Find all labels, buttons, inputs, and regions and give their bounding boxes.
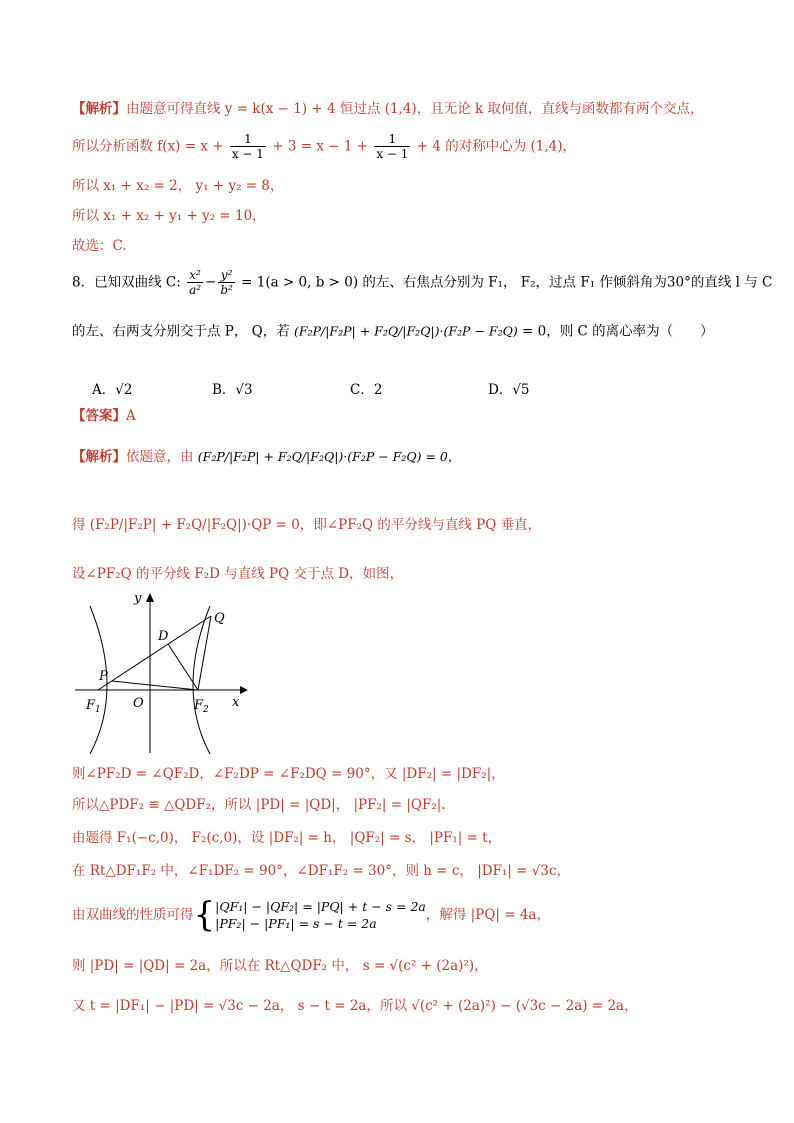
analysis1-line2 xyxy=(72,132,576,162)
fraction-1: $\frac{1}{x - 1}$ xyxy=(231,132,264,161)
q8-text1a: 8．已知双曲线 C: xyxy=(72,274,181,291)
hyperbola-figure xyxy=(70,588,250,756)
hyperbola-right-branch xyxy=(193,606,210,754)
analysis1-text2c: + 4 的对称中心为 (1,4)， xyxy=(416,138,576,155)
analysis2-text2b: (F₂P/|F₂P| + F₂Q/|F₂Q|)·QP = 0，即∠PF₂Q 的平分线与直线 PQ 垂直， xyxy=(89,517,542,533)
equation-system: |QF₁| − |QF₂| = |PQ| + t − s = 2a |PF₂| − |PF₁| = s − t = 2a xyxy=(215,899,426,931)
x-axis-arrow xyxy=(240,686,248,694)
analysis2-line6: 由题得 F₁(−c,0)， F₂(c,0)，设 |DF₂| = h， |QF₂| = s， |PF₁| = t， xyxy=(72,830,502,846)
q8-text2b: = 0，则 C 的离心率为（ ） xyxy=(522,323,714,340)
analysis-tag: 【解析】 xyxy=(72,101,126,117)
analysis2-line2 xyxy=(72,516,541,544)
analysis2-line4: 则∠PF₂D = ∠QF₂D，∠F₂DP = ∠F₂DQ = 90°，又 |DF₂| = |DF₂|， xyxy=(72,766,505,782)
analysis2-tag: 【解析】 xyxy=(72,449,126,465)
analysis2-line3: 设∠PF₂Q 的平分线 F₂D 与直线 PQ 交于点 D，如图， xyxy=(72,566,404,582)
y-axis-arrow xyxy=(146,593,154,602)
analysis2-text2a: 得 xyxy=(72,517,86,533)
line-q-f2 xyxy=(198,616,211,690)
label-o: O xyxy=(133,696,144,711)
choice-a: A．√2 xyxy=(92,382,133,398)
analysis2-line7: 在 Rt△DF₁F₂ 中，∠F₁DF₂ = 90°，∠DF₁F₂ = 30°，则 h = c， |DF₁| = √3c， xyxy=(72,863,571,879)
answer-value: A xyxy=(126,408,136,424)
label-f1: $F_1$ xyxy=(86,698,101,715)
analysis1-line4: 所以 x₁ + x₂ + y₁ + y₂ = 10， xyxy=(72,208,266,224)
analysis1-text2a: 所以分析函数 f(x) = x + xyxy=(72,138,224,155)
analysis1-text1: 由题意可得直线 y = k(x − 1) + 4 恒过点 (1,4)，且无论 k 取何值，直线与函数都有两个交点， xyxy=(126,101,704,117)
label-f2: $F_2$ xyxy=(194,698,209,715)
analysis2-line8 xyxy=(72,895,550,936)
analysis2-expr1: (F₂P/|F₂P| + F₂Q/|F₂Q|)·(F₂P − F₂Q) = 0， xyxy=(197,449,461,464)
answer-tag: 【答案】 xyxy=(72,408,126,424)
label-p: P xyxy=(99,669,108,684)
fraction-2: $\frac{1}{x - 1}$ xyxy=(376,132,409,161)
choice-d: D．√5 xyxy=(488,382,530,398)
q8-vector-expression: (F₂P/|F₂P| + F₂Q/|F₂Q|)·(F₂P − F₂Q) xyxy=(294,323,518,339)
analysis1-line3: 所以 x₁ + x₂ = 2， y₁ + y₂ = 8， xyxy=(72,178,284,194)
line-f1-q xyxy=(98,616,211,690)
analysis2-line5: 所以△PDF₂ ≌ △QDF₂，所以 |PD| = |QD|， |PF₂| = |QF₂|. xyxy=(72,797,446,813)
q8-text2a: 的左、右两支分别交于点 P， Q，若 xyxy=(72,323,290,340)
label-y: y xyxy=(134,591,142,606)
q8-text1b: = 1(a > 0, b > 0) 的左、右焦点分别为 F₁， F₂，过点 F₁ 作倾斜角为30°的直线 l 与 C xyxy=(241,274,773,291)
label-x: x xyxy=(232,695,240,710)
line-p-f2 xyxy=(112,681,198,690)
q8-line1: 8．已知双曲线 C: $\frac{\text{x²}}{\text{a²}}$ − $\frac{\text{y²}}{\text{b²}}$ = 1(a > 0, b > 0) 的左、右焦点分别为 F₁， F₂，过点 F₁ 作倾斜角为30°的直线 l 与 C xyxy=(72,268,773,297)
analysis2-text8a: 由双曲线的性质可得 xyxy=(72,907,194,923)
hyperbola-frac-x: $\frac{\text{x²}}{\text{a²}}$ xyxy=(189,268,202,297)
analysis2-line9: 则 |PD| = |QD| = 2a，所以在 Rt△QDF₂ 中， s = √(c² + (2a)²)， xyxy=(72,958,488,974)
analysis1-line5: 故选：C. xyxy=(72,238,127,254)
hyperbola-frac-y: $\frac{\text{y²}}{\text{b²}}$ xyxy=(220,268,233,297)
analysis2-line10: 又 t = |DF₁| − |PD| = √3c − 2a， s − t = 2a，所以 √(c² + (2a)²) − (√3c − 2a) = 2a， xyxy=(72,998,638,1014)
choice-b: B．√3 xyxy=(212,382,253,398)
analysis2-line1 xyxy=(72,448,460,476)
system-brace: { xyxy=(193,895,216,935)
label-q: Q xyxy=(214,611,225,626)
analysis2-text1a: 依题意，由 xyxy=(126,449,194,465)
choice-c: C．2 xyxy=(350,382,383,398)
analysis2-text8b: ，解得 |PQ| = 4a， xyxy=(425,907,550,923)
analysis1-text2b: + 3 = x − 1 + xyxy=(272,138,369,155)
q8-line2 xyxy=(72,322,714,358)
analysis1-line1 xyxy=(72,100,703,118)
label-d: D xyxy=(158,629,169,644)
answer-line xyxy=(72,407,136,425)
